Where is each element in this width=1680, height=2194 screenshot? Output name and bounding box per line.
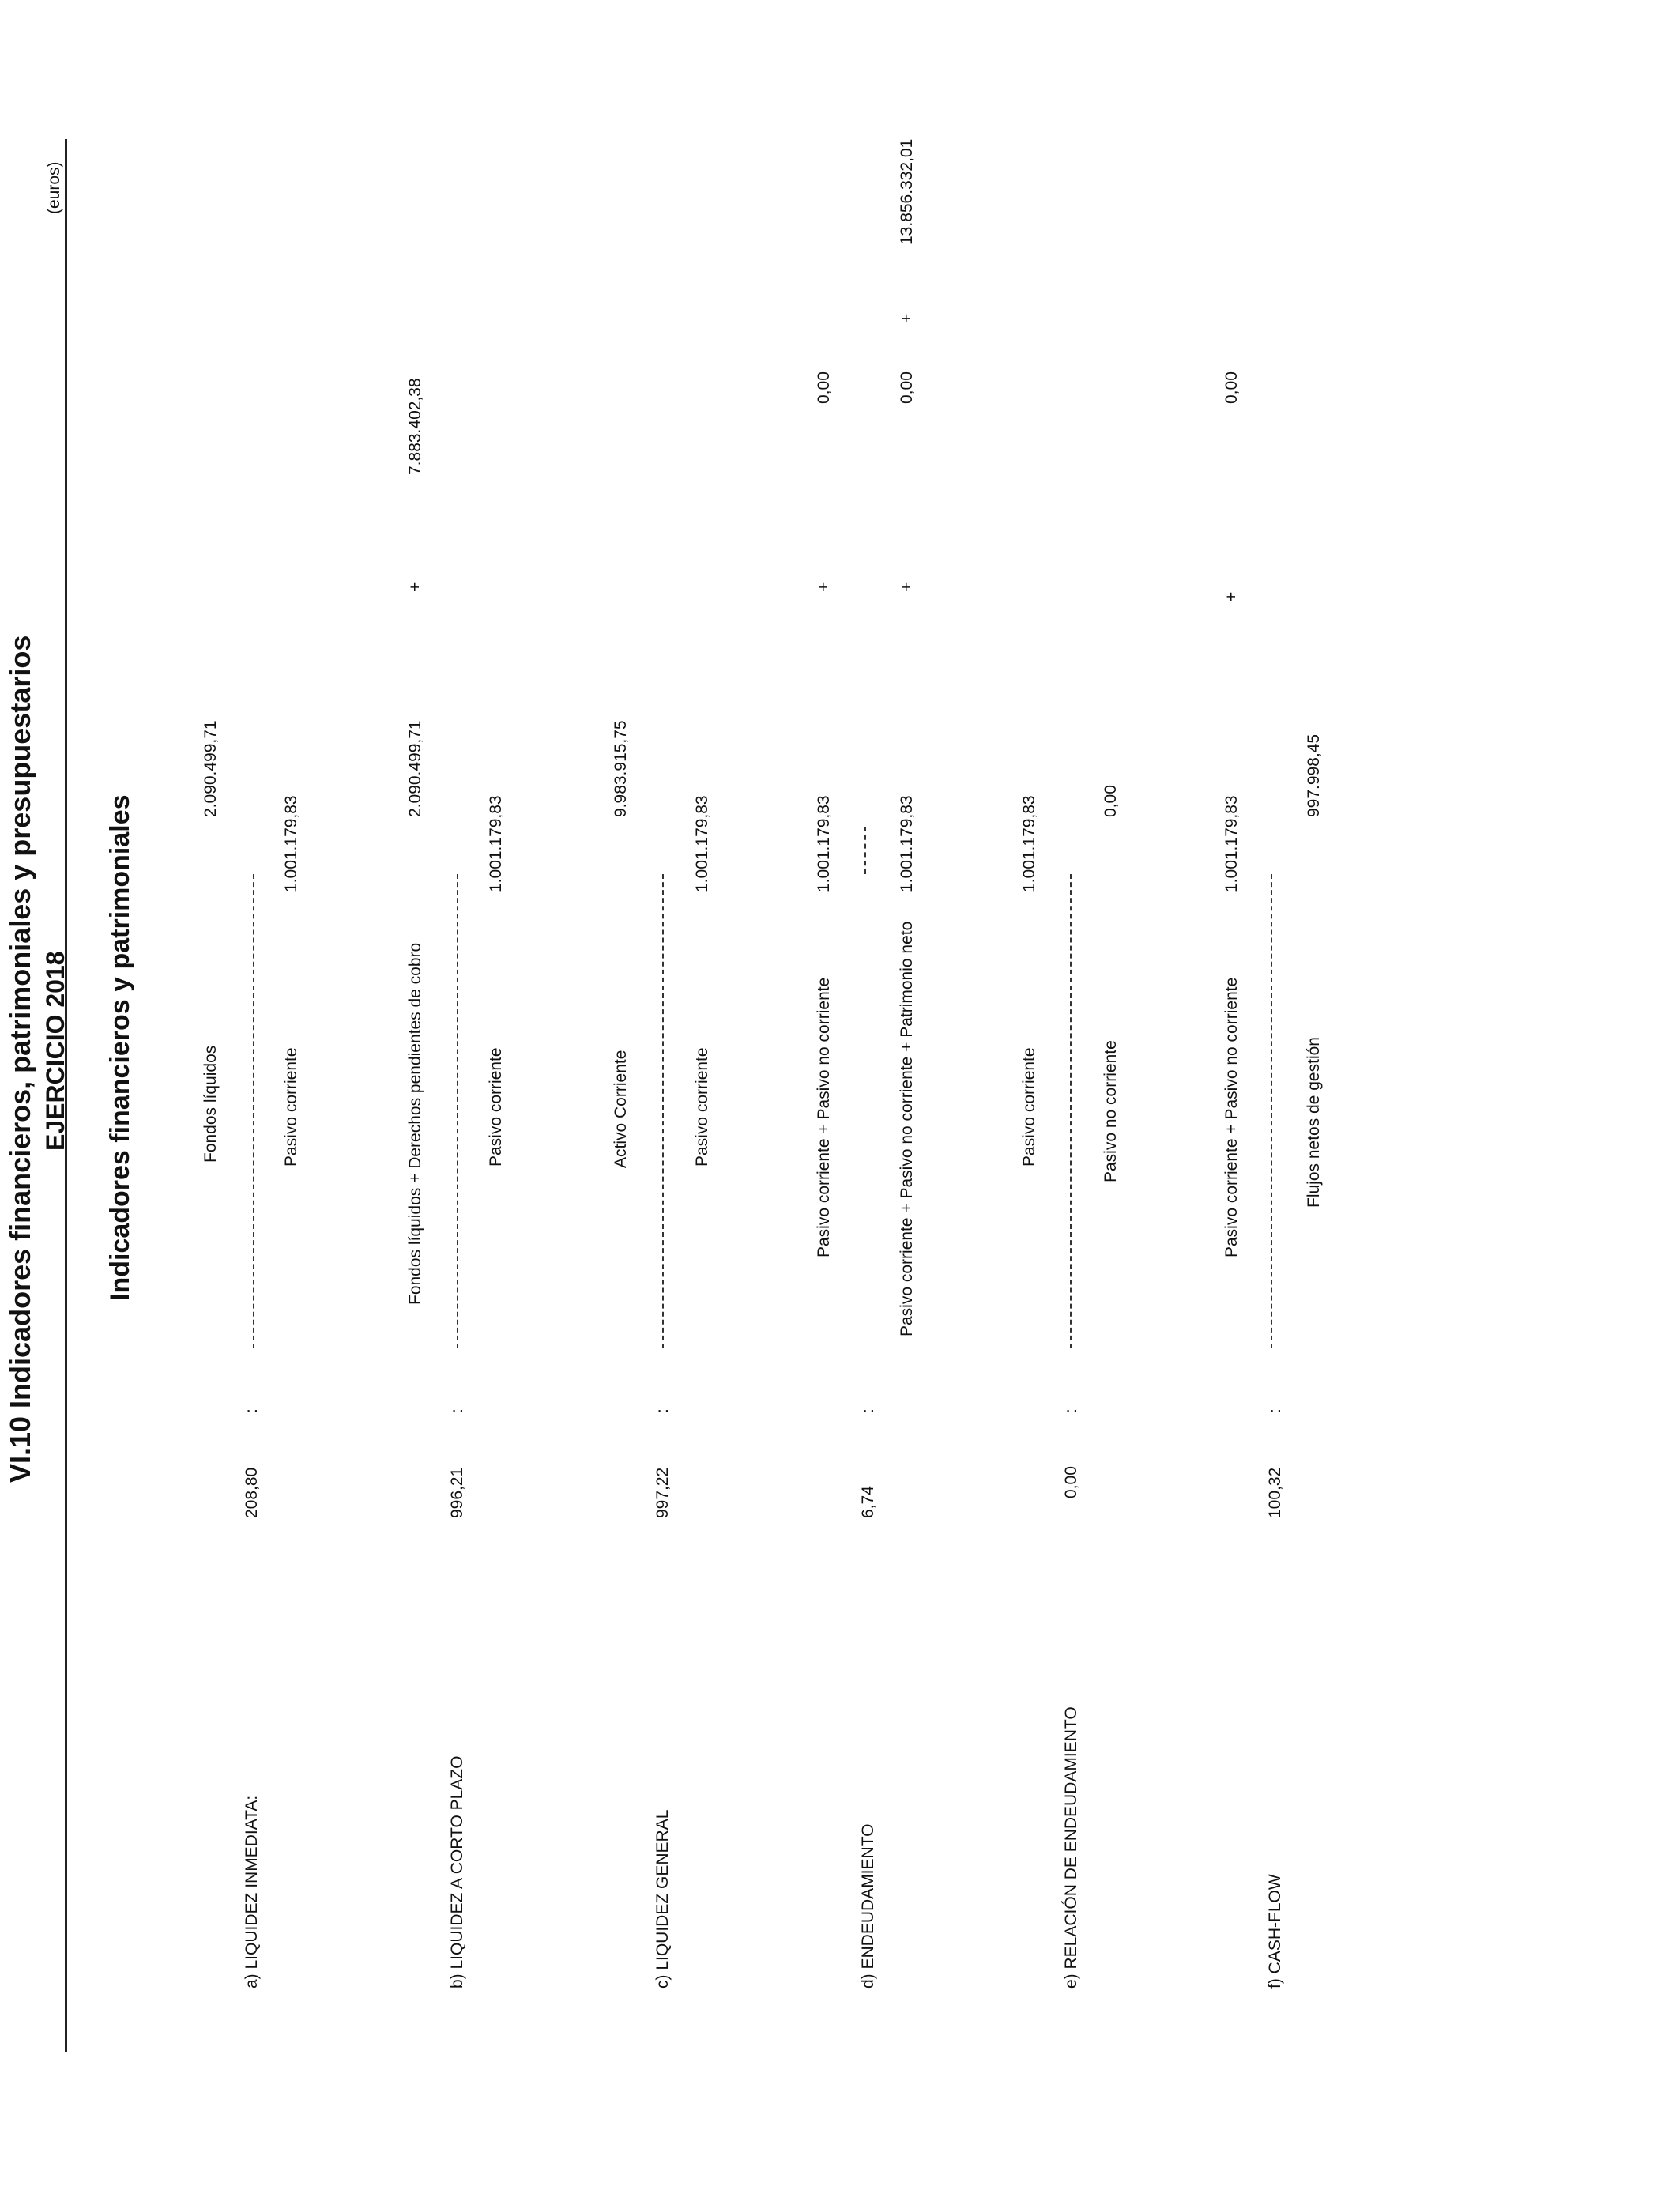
indicator-result: 6,74 [859, 1486, 877, 1518]
plus-sign: + [898, 313, 916, 323]
indicator-numerator-value-1: 2.090.499,71 [406, 720, 424, 817]
indicator-denominator-value: 997.998,45 [1305, 733, 1323, 817]
indicator-name: c) LIQUIDEZ GENERAL [654, 1809, 672, 1989]
indicator-numerator-value-2: 0,00 [815, 371, 833, 404]
indicator-denominator-label: Pasivo corriente [282, 1047, 300, 1167]
indicator-denominator-value: 1.001.179,83 [487, 795, 505, 892]
fraction-line [864, 827, 866, 874]
plus-sign: + [898, 582, 916, 592]
indicator-denominator-label: Pasivo corriente [487, 1047, 505, 1167]
indicator-numerator-value: 9.983.915,75 [612, 720, 630, 817]
indicator-denominator-value: 0,00 [1102, 785, 1120, 817]
indicator-denominator-value-2: 0,00 [898, 371, 916, 404]
fraction-line [457, 874, 458, 1348]
indicator-numerator-value-2: 7.883.402,38 [406, 378, 424, 475]
indicator-numerator-label: Activo Corriente [612, 1050, 630, 1168]
indicator-denominator-value: 1.001.179,83 [693, 795, 711, 892]
indicator-numerator-label: Pasivo corriente + Pasivo no corriente [815, 977, 833, 1257]
indicator-denominator-label: Pasivo no corriente [1102, 1040, 1120, 1182]
fraction-line [1070, 874, 1072, 1348]
indicator-result: 997,22 [654, 1467, 672, 1518]
indicator-colon: : [448, 1408, 466, 1413]
indicator-denominator-value-1: 1.001.179,83 [898, 795, 916, 892]
indicator-denominator-value-3: 13.856.332,01 [898, 138, 916, 245]
indicator-colon: : [243, 1408, 261, 1413]
plus-sign: + [406, 582, 424, 592]
indicator-numerator-label: Fondos líquidos + Derechos pendientes de cobro [406, 942, 424, 1305]
indicator-denominator-label: Pasivo corriente [693, 1047, 711, 1167]
indicator-result: 0,00 [1062, 1466, 1080, 1498]
report-title: VI.10 Indicadores financieros, patrimoniales y presupuestarios [4, 635, 36, 1483]
plus-sign: + [815, 582, 833, 592]
indicator-result: 996,21 [448, 1467, 466, 1518]
indicator-numerator-label: Pasivo corriente + Pasivo no corriente [1222, 977, 1241, 1257]
fraction-line [253, 874, 254, 1348]
header-rule [65, 139, 67, 2052]
units-label: (euros) [45, 161, 63, 214]
indicator-denominator-label: Flujos netos de gestión [1305, 1037, 1323, 1208]
indicator-colon: : [859, 1408, 877, 1413]
fraction-line [1271, 874, 1272, 1348]
indicator-colon: : [654, 1408, 672, 1413]
indicator-numerator-value: 1.001.179,83 [1020, 795, 1038, 892]
indicator-numerator-label: Pasivo corriente [1020, 1047, 1038, 1167]
indicator-result: 100,32 [1266, 1467, 1284, 1518]
indicator-name: b) LIQUIDEZ A CORTO PLAZO [448, 1755, 466, 1989]
indicator-numerator-label: Fondos líquidos [202, 1045, 220, 1163]
indicator-numerator-value-2: 0,00 [1222, 371, 1241, 404]
indicator-name: d) ENDEUDAMIENTO [859, 1823, 877, 1989]
report-subtitle: EJERCICIO 2018 [41, 951, 70, 1151]
indicator-denominator-label: Pasivo corriente + Pasivo no corriente + Patrimonio neto [898, 921, 916, 1336]
indicator-name: a) LIQUIDEZ INMEDIATA: [243, 1795, 261, 1989]
indicator-name: e) RELACIÓN DE ENDEUDAMIENTO [1062, 1706, 1080, 1989]
indicator-result: 208,80 [243, 1467, 261, 1518]
indicator-colon: : [1062, 1408, 1080, 1413]
fraction-line [662, 874, 664, 1348]
indicator-numerator-value-1: 1.001.179,83 [1222, 795, 1241, 892]
indicator-colon: : [1266, 1408, 1284, 1413]
indicator-numerator-value: 2.090.499,71 [202, 720, 220, 817]
plus-sign: + [1222, 591, 1241, 601]
indicator-denominator-value: 1.001.179,83 [282, 795, 300, 892]
indicator-name: f) CASH-FLOW [1266, 1874, 1284, 1989]
section-title: Indicadores financieros y patrimoniales [105, 794, 135, 1301]
indicator-numerator-value-1: 1.001.179,83 [815, 795, 833, 892]
